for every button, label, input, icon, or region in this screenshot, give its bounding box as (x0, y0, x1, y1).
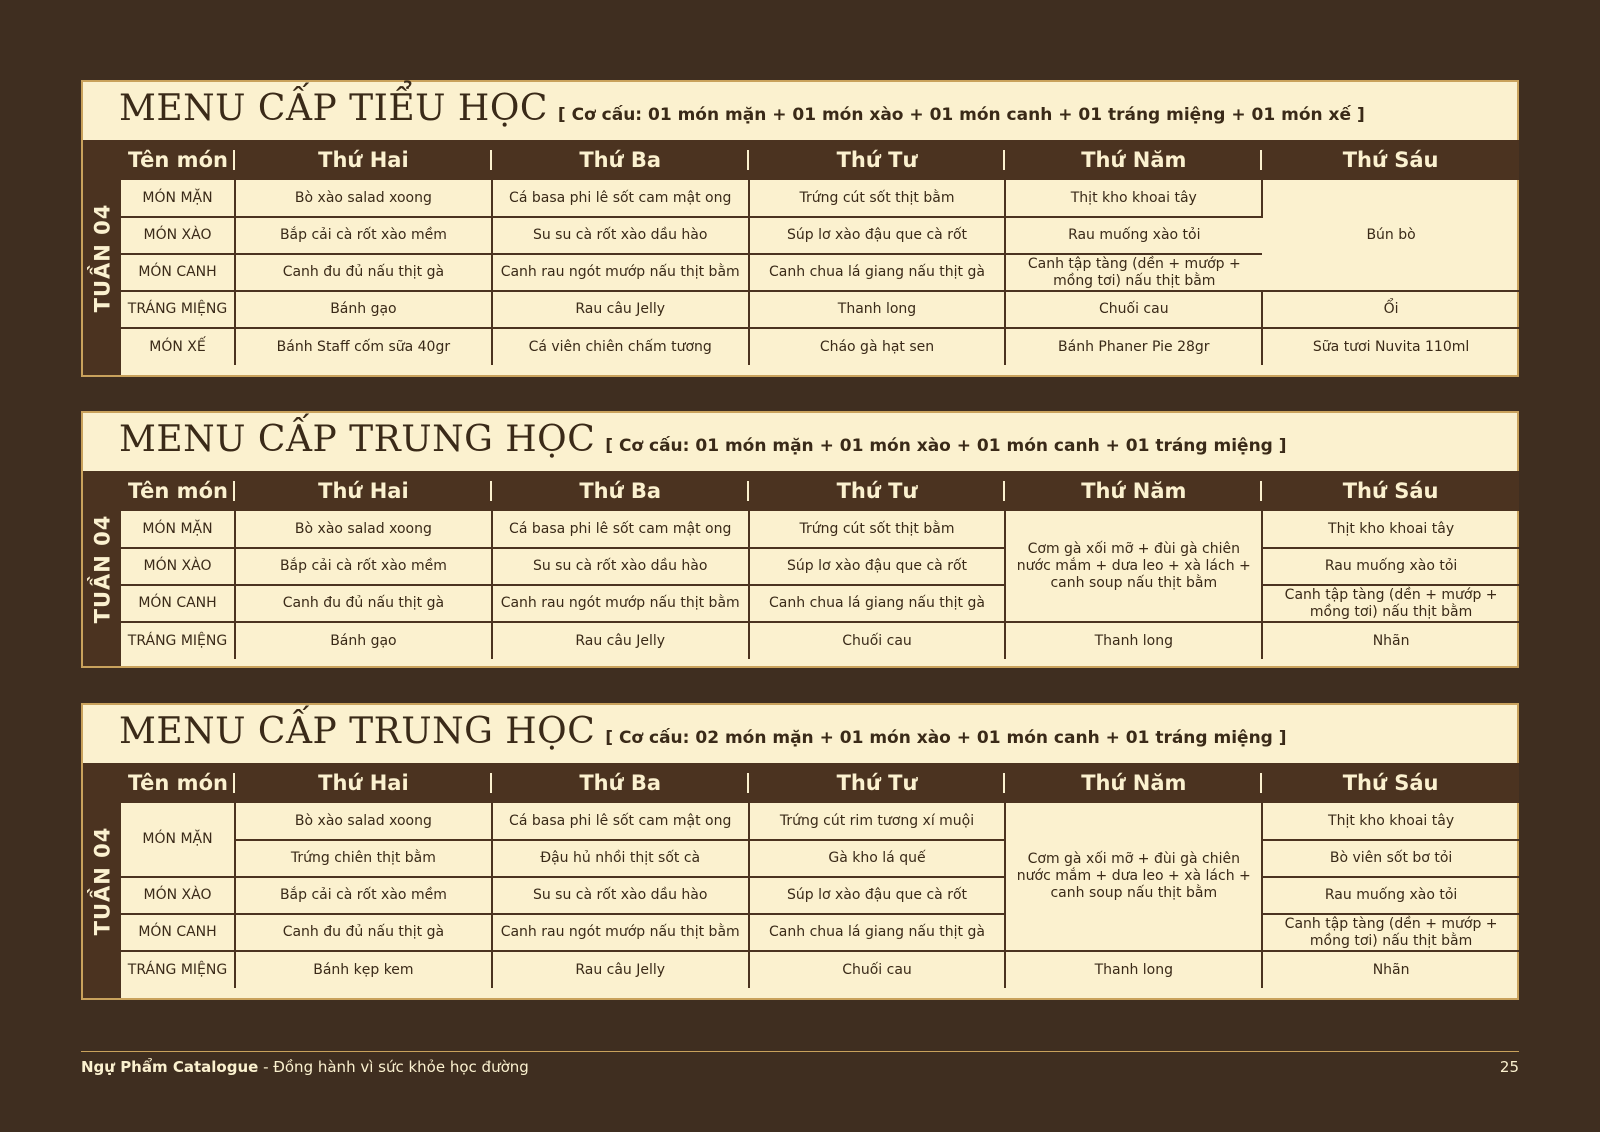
table-header-row (121, 763, 1519, 803)
table-cell: Cá basa phi lê sốt cam mật ong (492, 180, 749, 217)
table-cell: Bánh Staff cốm sữa 40gr (235, 328, 492, 365)
table-cell: Rau câu Jelly (492, 291, 749, 328)
table-cell: Cá basa phi lê sốt cam mật ong (492, 511, 749, 548)
table-cell: Bắp cải cà rốt xào mềm (235, 217, 492, 254)
col-header-tuesday: Thứ Ba (492, 763, 749, 803)
table-cell: Cá basa phi lê sốt cam mật ong (492, 803, 749, 840)
table-row (121, 511, 1519, 548)
table-row (121, 840, 1519, 877)
col-header-wednesday: Thứ Tư (749, 471, 1006, 511)
menu-title-main: MENU CẤP TIỂU HỌC (119, 88, 548, 129)
table-cell: Su su cà rốt xào dầu hào (492, 217, 749, 254)
table-cell: Ổi (1262, 291, 1519, 328)
table-cell: Trứng cút sốt thịt bằm (749, 180, 1006, 217)
menu-secondary-a (81, 411, 1519, 668)
table-cell: Canh chua lá giang nấu thịt gà (749, 585, 1006, 622)
table-row (121, 328, 1519, 365)
table-cell: Chuối cau (749, 622, 1006, 659)
footer-tagline: - Đồng hành vì sức khỏe học đường (258, 1058, 529, 1076)
table-cell: Rau muống xào tỏi (1262, 548, 1519, 585)
table-cell: Bò viên sốt bơ tỏi (1262, 840, 1519, 877)
table-cell: Bắp cải cà rốt xào mềm (235, 548, 492, 585)
table-cell: Cháo gà hạt sen (749, 328, 1006, 365)
table-cell: Su su cà rốt xào dầu hào (492, 548, 749, 585)
col-header-friday: Thứ Sáu (1262, 140, 1519, 180)
table-cell: Chuối cau (1005, 291, 1262, 328)
row-label: MÓN CANH (121, 585, 235, 622)
col-header-thursday: Thứ Năm (1005, 763, 1262, 803)
row-label: MÓN XÀO (121, 217, 235, 254)
page-number: 25 (1499, 1058, 1519, 1076)
table-cell: Súp lơ xào đậu que cà rốt (749, 877, 1006, 914)
table-cell: Rau câu Jelly (492, 622, 749, 659)
col-header-friday: Thứ Sáu (1262, 763, 1519, 803)
row-label: MÓN XÀO (121, 548, 235, 585)
table-row (121, 803, 1519, 840)
table-cell: Thanh long (749, 291, 1006, 328)
table-cell: Canh tập tàng (dền + mướp + mồng tơi) nấu thịt bằm (1262, 585, 1519, 622)
col-header-thursday: Thứ Năm (1005, 140, 1262, 180)
table-cell: Gà kho lá quế (749, 840, 1006, 877)
row-label: MÓN CANH (121, 254, 235, 291)
table-cell: Bánh gạo (235, 622, 492, 659)
table-cell: Thịt kho khoai tây (1005, 180, 1262, 217)
col-header-tuesday: Thứ Ba (492, 140, 749, 180)
table-cell: Canh đu đủ nấu thịt gà (235, 254, 492, 291)
row-label: MÓN CANH (121, 914, 235, 951)
table-cell-merged: Cơm gà xối mỡ + đùi gà chiên nước mắm + dưa leo + xà lách + canh soup nấu thịt bằm (1005, 511, 1262, 622)
row-label: MÓN MẶN (121, 803, 235, 877)
table-cell: Canh rau ngót mướp nấu thịt bằm (492, 585, 749, 622)
col-header-wednesday: Thứ Tư (749, 763, 1006, 803)
col-header-dish: Tên món (121, 140, 235, 180)
week-label: TUẦN 04 (90, 203, 114, 312)
menu-structure: [ Cơ cấu: 01 món mặn + 01 món xào + 01 món canh + 01 tráng miệng ] (605, 436, 1287, 456)
table-cell: Canh đu đủ nấu thịt gà (235, 914, 492, 951)
table-cell: Rau câu Jelly (492, 951, 749, 988)
table-header-row (121, 471, 1519, 511)
menu-title (119, 88, 1365, 140)
table-row (121, 622, 1519, 659)
menu-table (121, 471, 1519, 659)
table-cell: Thanh long (1005, 622, 1262, 659)
table-cell: Trứng cút rim tương xí muội (749, 803, 1006, 840)
table-cell: Sữa tươi Nuvita 110ml (1312, 338, 1470, 355)
table-cell: Súp lơ xào đậu que cà rốt (749, 217, 1006, 254)
col-header-wednesday: Thứ Tư (749, 140, 1006, 180)
col-header-dish: Tên món (121, 763, 235, 803)
table-cell: Bò xào salad xoong (235, 803, 492, 840)
week-label: TUẦN 04 (90, 826, 114, 935)
menu-structure: [ Cơ cấu: 01 món mặn + 01 món xào + 01 món canh + 01 tráng miệng + 01 món xế ] (557, 105, 1365, 125)
table-cell: Bò xào salad xoong (235, 180, 492, 217)
table-cell: Su su cà rốt xào dầu hào (492, 877, 749, 914)
table-cell: Bò xào salad xoong (235, 511, 492, 548)
menu-title-main: MENU CẤP TRUNG HỌC (119, 419, 596, 460)
col-header-monday: Thứ Hai (235, 140, 492, 180)
table-cell: Canh tập tàng (dền + mướp + mồng tơi) nấu thịt bằm (1005, 254, 1262, 291)
menu-table (121, 763, 1519, 988)
col-header-friday: Thứ Sáu (1262, 471, 1519, 511)
week-label: TUẦN 04 (90, 514, 114, 623)
table-cell: Trứng cút sốt thịt bằm (749, 511, 1006, 548)
table-row (121, 951, 1519, 988)
table-cell: Canh tập tàng (dền + mướp + mồng tơi) nấu thịt bằm (1262, 914, 1519, 951)
table-cell: Rau muống xào tỏi (1262, 877, 1519, 914)
menu-table (121, 140, 1519, 365)
table-cell: Bắp cải cà rốt xào mềm (235, 877, 492, 914)
table-cell: Bánh gạo (235, 291, 492, 328)
table-cell: Canh rau ngót mướp nấu thịt bằm (492, 914, 749, 951)
col-header-monday: Thứ Hai (235, 763, 492, 803)
table-cell: Trứng chiên thịt bằm (235, 840, 492, 877)
table-row (121, 585, 1519, 622)
table-row (121, 548, 1519, 585)
table-row (121, 291, 1519, 328)
table-cell: Đậu hủ nhồi thịt sốt cà (492, 840, 749, 877)
row-label: MÓN MẶN (121, 180, 235, 217)
table-cell: Chuối cau (749, 951, 1006, 988)
table-row (121, 180, 1519, 217)
footer-divider (81, 1051, 1519, 1052)
table-cell: Nhãn (1372, 961, 1410, 978)
table-cell: Cá viên chiên chấm tương (492, 328, 749, 365)
table-row (121, 877, 1519, 914)
table-cell: Súp lơ xào đậu que cà rốt (749, 548, 1006, 585)
week-sidebar (83, 140, 121, 375)
row-label: MÓN XẾ (121, 328, 235, 365)
table-cell: Thanh long (1005, 951, 1262, 988)
table-cell: Canh rau ngót mướp nấu thịt bằm (492, 254, 749, 291)
col-header-thursday: Thứ Năm (1005, 471, 1262, 511)
table-cell: Bánh kẹp kem (235, 951, 492, 988)
table-cell-merged: Cơm gà xối mỡ + đùi gà chiên nước mắm + dưa leo + xà lách + canh soup nấu thịt bằm (1005, 803, 1262, 951)
table-cell-merged: Bún bò (1262, 180, 1519, 291)
table-row (121, 914, 1519, 951)
table-cell: Nhãn (1372, 632, 1410, 649)
table-header-row (121, 140, 1519, 180)
footer-text (81, 1058, 529, 1076)
table-cell: Thịt kho khoai tây (1262, 803, 1519, 840)
row-label: MÓN XÀO (121, 877, 235, 914)
col-header-monday: Thứ Hai (235, 471, 492, 511)
week-sidebar (83, 763, 121, 998)
menu-secondary-b (81, 703, 1519, 1000)
table-cell: Bánh Phaner Pie 28gr (1005, 328, 1262, 365)
menu-title-main: MENU CẤP TRUNG HỌC (119, 711, 596, 752)
footer-brand: Ngự Phẩm Catalogue (81, 1058, 259, 1076)
row-label: TRÁNG MIỆNG (121, 622, 235, 659)
menu-title (119, 711, 1287, 763)
menu-title (119, 419, 1287, 471)
table-cell: Canh chua lá giang nấu thịt gà (749, 914, 1006, 951)
menu-structure: [ Cơ cấu: 02 món mặn + 01 món xào + 01 món canh + 01 tráng miệng ] (605, 728, 1287, 748)
col-header-dish: Tên món (121, 471, 235, 511)
menu-primary (81, 80, 1519, 377)
table-cell: Thịt kho khoai tây (1262, 511, 1519, 548)
row-label: TRÁNG MIỆNG (121, 291, 235, 328)
table-cell: Canh đu đủ nấu thịt gà (235, 585, 492, 622)
col-header-tuesday: Thứ Ba (492, 471, 749, 511)
week-sidebar (83, 471, 121, 666)
row-label: MÓN MẶN (121, 511, 235, 548)
table-cell: Rau muống xào tỏi (1005, 217, 1262, 254)
table-cell: Canh chua lá giang nấu thịt gà (749, 254, 1006, 291)
row-label: TRÁNG MIỆNG (121, 951, 235, 988)
